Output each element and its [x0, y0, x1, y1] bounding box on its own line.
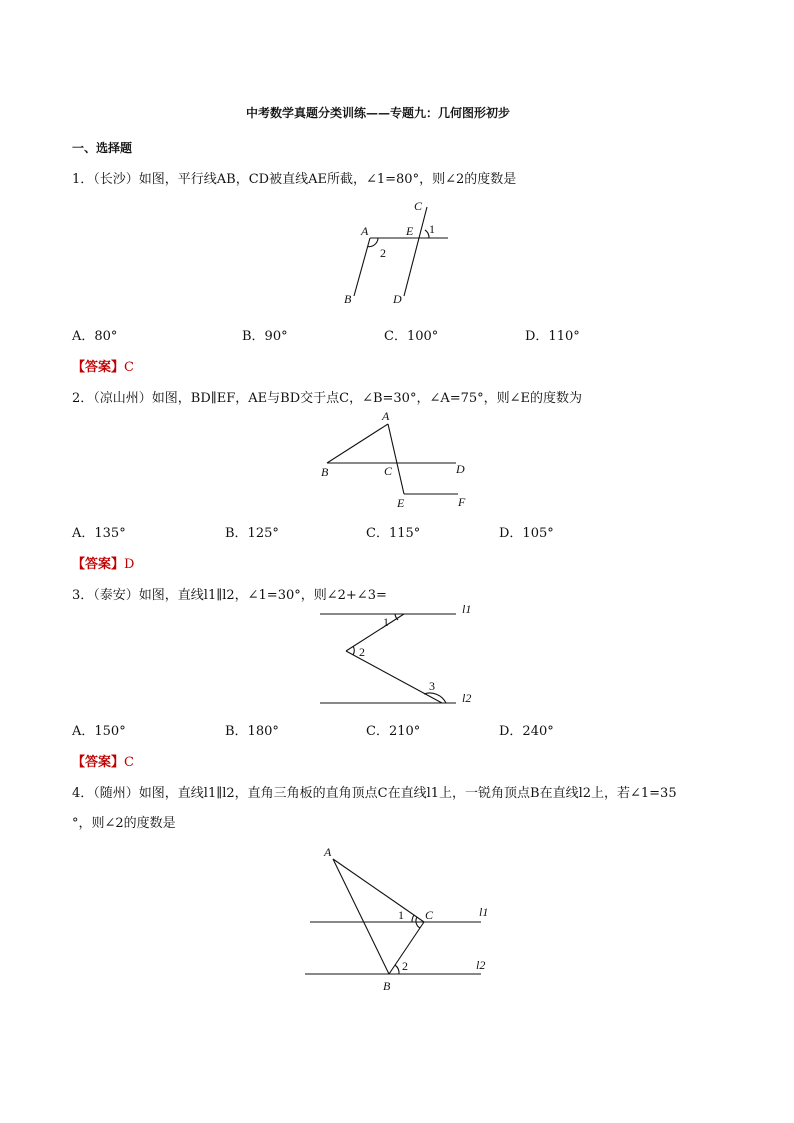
question-stem: （长沙）如图，平行线AB，CD被直线AE所截，∠1=80°，则∠2的度数是 — [93, 172, 517, 187]
line-label: l2 — [462, 691, 472, 705]
line-label: l1 — [462, 602, 472, 616]
point-label: E — [406, 224, 414, 238]
side-ac — [333, 859, 424, 922]
option-d: D．240° — [499, 724, 554, 739]
answer-3: 【答案】C — [72, 755, 134, 770]
point-label: A — [382, 409, 390, 423]
angle-2-arc — [353, 646, 354, 655]
section-heading: 一、选择题 — [72, 141, 133, 155]
point-label: C — [414, 199, 423, 213]
question-number: 1． — [72, 172, 94, 187]
question-number: 3． — [72, 588, 94, 603]
angle-1-arc — [412, 915, 414, 922]
question-number: 2． — [72, 391, 94, 406]
question-4-continued: °，则∠2的度数是 — [72, 816, 176, 831]
angle-label: 1 — [429, 222, 435, 236]
option-a: A．135° — [72, 526, 126, 541]
question-stem: （随州）如图，直线l1∥l2，直角三角板的直角顶点C在直线l1上，一锐角顶点B在直线l2上，若∠1=35 — [93, 786, 677, 801]
document-title: 中考数学真题分类训练——专题九：几何图形初步 — [246, 106, 511, 120]
line-label: l2 — [476, 958, 486, 972]
option-b: B．90° — [242, 329, 288, 344]
option-c: C．115° — [366, 526, 421, 541]
angle-label: 2 — [359, 645, 365, 659]
figure-3 — [320, 602, 471, 705]
option-a: A．150° — [72, 724, 126, 739]
point-label: B — [344, 292, 352, 306]
segment-upper — [346, 614, 404, 651]
option-d: D．110° — [525, 329, 580, 344]
question-number: 4． — [72, 786, 94, 801]
option-b: B．180° — [225, 724, 279, 739]
question-stem: （凉山州）如图，BD∥EF，AE与BD交于点C，∠B=30°，∠A=75°，则∠E的度数为 — [93, 391, 583, 406]
line-label: l1 — [479, 905, 489, 919]
point-label: E — [397, 496, 405, 510]
angle-label: 1 — [398, 908, 404, 922]
answer-2: 【答案】D — [72, 557, 135, 572]
answer-1: 【答案】C — [72, 360, 134, 375]
option-a: A．80° — [72, 329, 118, 344]
question-stem: （泰安）如图，直线l1∥l2，∠1=30°，则∠2+∠3= — [93, 588, 387, 603]
angle-label: 2 — [380, 246, 386, 260]
angle-2-arc — [395, 965, 399, 974]
line-ae — [388, 424, 404, 494]
figure-4 — [305, 845, 488, 993]
point-label: D — [393, 292, 402, 306]
figure-2 — [321, 409, 466, 510]
option-c: C．100° — [384, 329, 439, 344]
point-label: B — [383, 979, 391, 993]
side-ab — [333, 859, 389, 974]
option-c: C．210° — [366, 724, 421, 739]
point-label: C — [384, 464, 393, 478]
angle-label: 2 — [402, 959, 408, 973]
option-b: B．125° — [225, 526, 279, 541]
angle-label: 3 — [429, 679, 435, 693]
point-label: B — [321, 465, 329, 479]
angle-label: 1 — [383, 615, 389, 629]
point-label: A — [361, 224, 369, 238]
option-d: D．105° — [499, 526, 554, 541]
point-label: F — [458, 495, 466, 509]
point-label: C — [425, 908, 434, 922]
point-label: A — [324, 845, 332, 859]
point-label: D — [456, 462, 465, 476]
line-cd — [404, 207, 427, 296]
figure-1 — [344, 199, 448, 306]
line-ba — [327, 424, 388, 463]
